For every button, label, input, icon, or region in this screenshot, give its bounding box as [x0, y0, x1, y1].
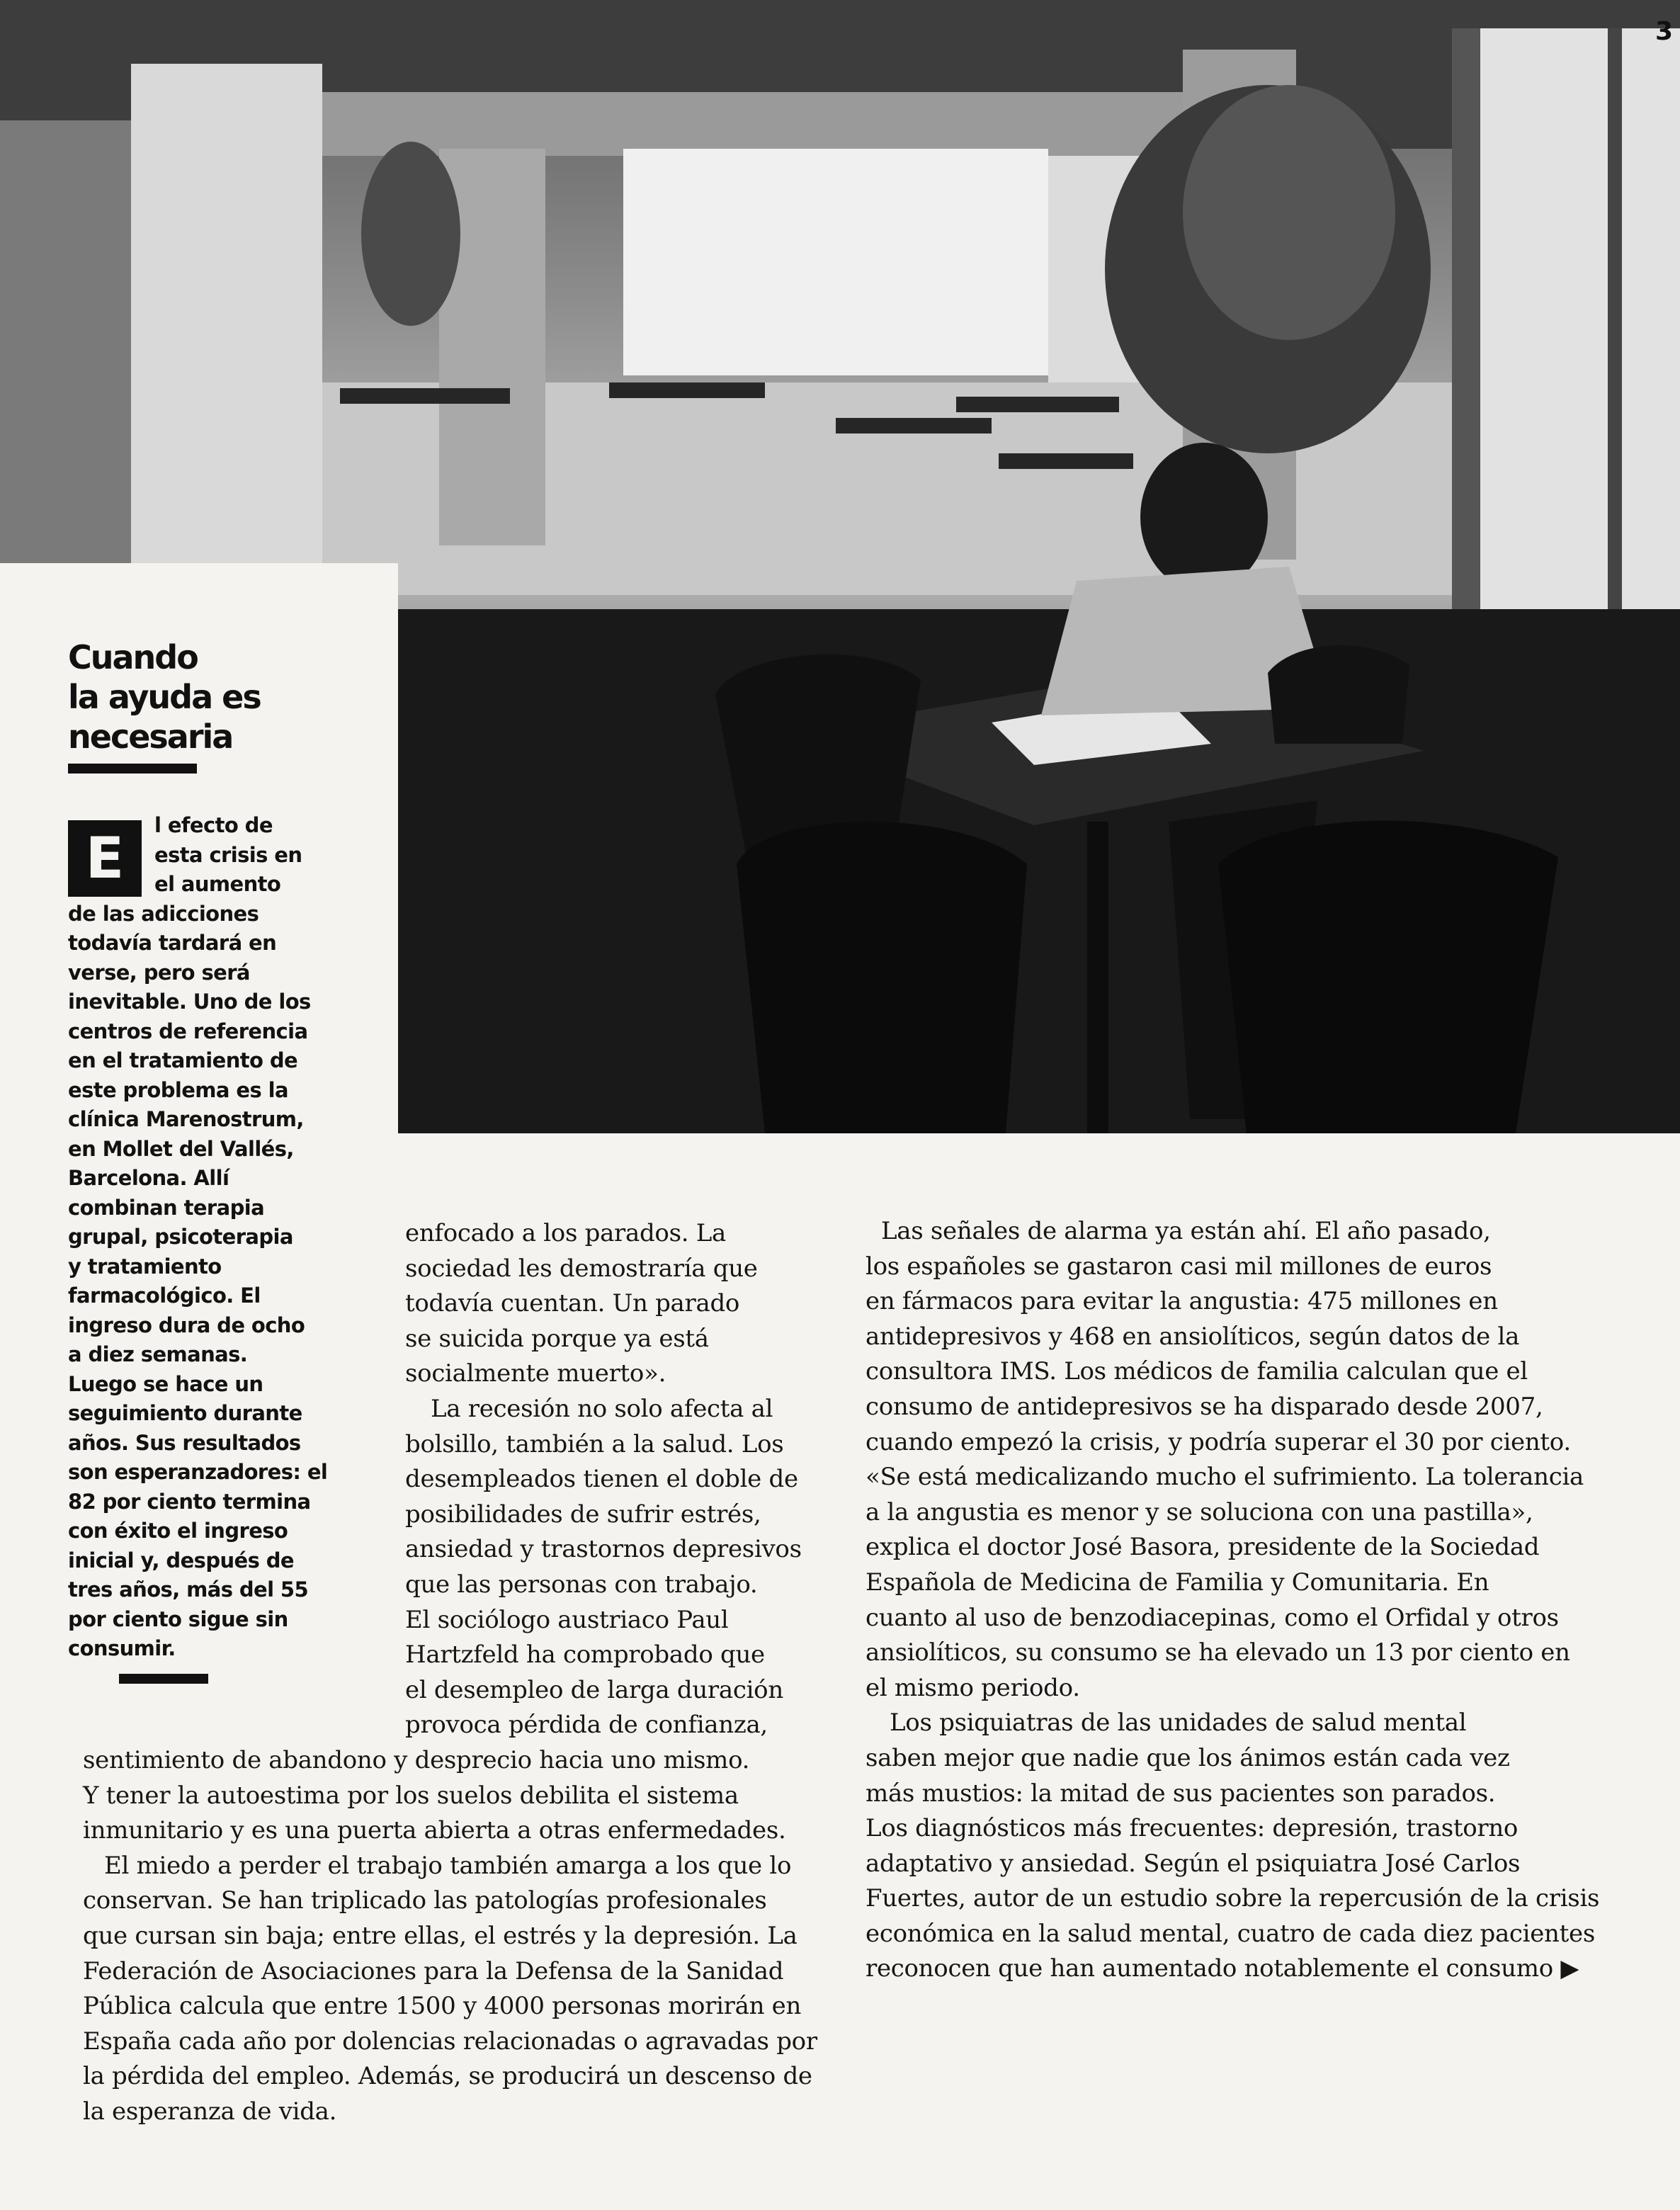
text-line: cuando empezó la crisis, y podría superar el 30 por ciento. — [865, 1427, 1571, 1456]
text-line: sociedad les demostraría que — [405, 1254, 758, 1283]
text-line: reconocen que han aumentado notablemente el consumo ▶ — [865, 1954, 1579, 1983]
sidebar-line: el aumento — [154, 872, 281, 896]
sidebar-title-line: Cuando — [68, 638, 198, 676]
sidebar-line: esta crisis en — [154, 842, 302, 867]
sidebar-line: a diez semanas. — [68, 1342, 248, 1366]
text-line: Fuertes, autor de un estudio sobre la repercusión de la crisis — [865, 1884, 1600, 1913]
text-line: bolsillo, también a la salud. Los — [405, 1429, 784, 1458]
sidebar-title — [68, 638, 380, 756]
text-line: Española de Medicina de Familia y Comunitaria. En — [865, 1568, 1489, 1597]
text-line: provoca pérdida de confianza, — [405, 1711, 768, 1740]
sidebar-line: tres años, más del 55 — [68, 1577, 309, 1602]
sidebar-line: y tratamiento — [68, 1254, 222, 1279]
text-line: el mismo periodo. — [865, 1673, 1080, 1702]
text-line: Los psiquiatras de las unidades de salud mental — [890, 1708, 1467, 1738]
text-line: conservan. Se han triplicado las patologías profesionales — [83, 1886, 767, 1915]
sidebar-line: centros de referencia — [68, 1019, 308, 1043]
text-line: la esperanza de vida. — [83, 2097, 337, 2126]
text-line: ansiolíticos, su consumo se ha elevado un 13 por ciento en — [865, 1638, 1570, 1667]
text-line: ansiedad y trastornos depresivos — [405, 1535, 802, 1564]
text-line: el desempleo de larga duración — [405, 1675, 783, 1704]
text-line: que cursan sin baja; entre ellas, el estrés y la depresión. La — [83, 1921, 798, 1950]
sidebar-line: años. Sus resultados — [68, 1430, 301, 1455]
text-line: consumo de antidepresivos se ha disparado desde 2007, — [865, 1392, 1543, 1421]
sidebar-line: son esperanzadores: el — [68, 1460, 328, 1484]
drop-cap: E — [68, 820, 142, 897]
sidebar-title-line: necesaria — [68, 718, 233, 756]
text-line: los españoles se gastaron casi mil millones de euros — [865, 1252, 1492, 1281]
text-line: España cada año por dolencias relacionadas o agravadas por — [83, 2027, 817, 2056]
text-line: la pérdida del empleo. Además, se producirá un descenso de — [83, 2062, 812, 2091]
sidebar-line: de las adicciones — [68, 901, 259, 926]
text-line: más mustios: la mitad de sus pacientes son parados. — [865, 1779, 1496, 1808]
sidebar-line: verse, pero será — [68, 960, 250, 985]
text-line: Y tener la autoestima por los suelos debilita el sistema — [83, 1781, 739, 1810]
sidebar-end-rule — [119, 1674, 208, 1684]
sidebar-line: inicial y, después de — [68, 1548, 294, 1572]
sidebar-line: consumir. — [68, 1636, 176, 1660]
text-line: Federación de Asociaciones para la Defensa de la Sanidad — [83, 1956, 784, 1985]
text-line: consultora IMS. Los médicos de familia calculan que el — [865, 1357, 1528, 1386]
sidebar-line: farmacológico. El — [68, 1284, 261, 1308]
text-line: Los diagnósticos más frecuentes: depresión, trastorno — [865, 1814, 1519, 1843]
text-line: «Se está medicalizando mucho el sufrimiento. La tolerancia — [865, 1463, 1584, 1492]
sidebar-line: Barcelona. Allí — [68, 1166, 229, 1190]
text-line: Las señales de alarma ya están ahí. El año pasado, — [881, 1217, 1491, 1245]
sidebar-line: con éxito el ingreso — [68, 1519, 288, 1543]
text-line: todavía cuentan. Un parado — [405, 1289, 740, 1318]
sidebar-line: combinan terapia — [68, 1195, 265, 1220]
sidebar-line: seguimiento durante — [68, 1401, 302, 1425]
sidebar-line: en el tratamiento de — [68, 1048, 298, 1072]
text-line: socialmente muerto». — [405, 1359, 666, 1388]
text-line: en fármacos para evitar la angustia: 475 millones en — [865, 1287, 1498, 1316]
sidebar-line: por ciento sigue sin — [68, 1606, 288, 1631]
sidebar-line: l efecto de — [154, 813, 273, 837]
column1-narrow — [405, 1216, 802, 1743]
sidebar-line: clínica Marenostrum, — [68, 1107, 304, 1131]
sidebar-line: inevitable. Uno de los — [68, 990, 311, 1014]
text-line: saben mejor que nadie que los ánimos están cada vez — [865, 1743, 1510, 1772]
text-line: El miedo a perder el trabajo también amarga a los que lo — [104, 1851, 792, 1880]
text-line: enfocado a los parados. La — [405, 1219, 727, 1247]
text-line: inmunitario y es una puerta abierta a otras enfermedades. — [83, 1816, 786, 1845]
text-line: que las personas con trabajo. — [405, 1570, 758, 1599]
text-line: desempleados tienen el doble de — [405, 1465, 798, 1494]
sidebar-line: Luego se hace un — [68, 1371, 263, 1396]
text-line: posibilidades de sufrir estrés, — [405, 1500, 761, 1529]
column1-wide — [83, 1743, 817, 2130]
text-line: antidepresivos y 468 en ansiolíticos, según datos de la — [865, 1322, 1520, 1351]
text-line: explica el doctor José Basora, presidente de la Sociedad — [865, 1533, 1540, 1562]
text-line: a la angustia es menor y se soluciona con una pastilla», — [865, 1497, 1533, 1526]
text-line: Pública calcula que entre 1500 y 4000 personas morirán en — [83, 1992, 802, 2021]
text-line: La recesión no solo afecta al — [431, 1394, 773, 1423]
sidebar-line: ingreso dura de ocho — [68, 1313, 305, 1337]
sidebar-line: todavía tardará en — [68, 931, 277, 955]
text-line: adaptativo y ansiedad. Según el psiquiatra José Carlos — [865, 1849, 1521, 1878]
sidebar-line: grupal, psicoterapia — [68, 1225, 293, 1249]
sidebar-line: este problema es la — [68, 1077, 288, 1102]
page-number: 3 — [1655, 17, 1673, 46]
text-line: se suicida porque ya está — [405, 1324, 709, 1353]
title-rule — [68, 764, 197, 774]
text-line: cuanto al uso de benzodiacepinas, como el Orfidal y otros — [865, 1603, 1559, 1632]
sidebar-line: 82 por ciento termina — [68, 1489, 311, 1514]
sidebar-title-line: la ayuda es — [68, 678, 261, 716]
column2 — [865, 1214, 1599, 1987]
text-line: sentimiento de abandono y desprecio hacia uno mismo. — [83, 1746, 750, 1774]
text-line: económica en la salud mental, cuatro de cada diez pacientes — [865, 1919, 1595, 1948]
sidebar-body — [68, 811, 328, 1664]
sidebar-line: en Mollet del Vallés, — [68, 1136, 294, 1161]
text-line: El sociólogo austriaco Paul — [405, 1605, 729, 1634]
text-line: Hartzfeld ha comprobado que — [405, 1640, 765, 1670]
